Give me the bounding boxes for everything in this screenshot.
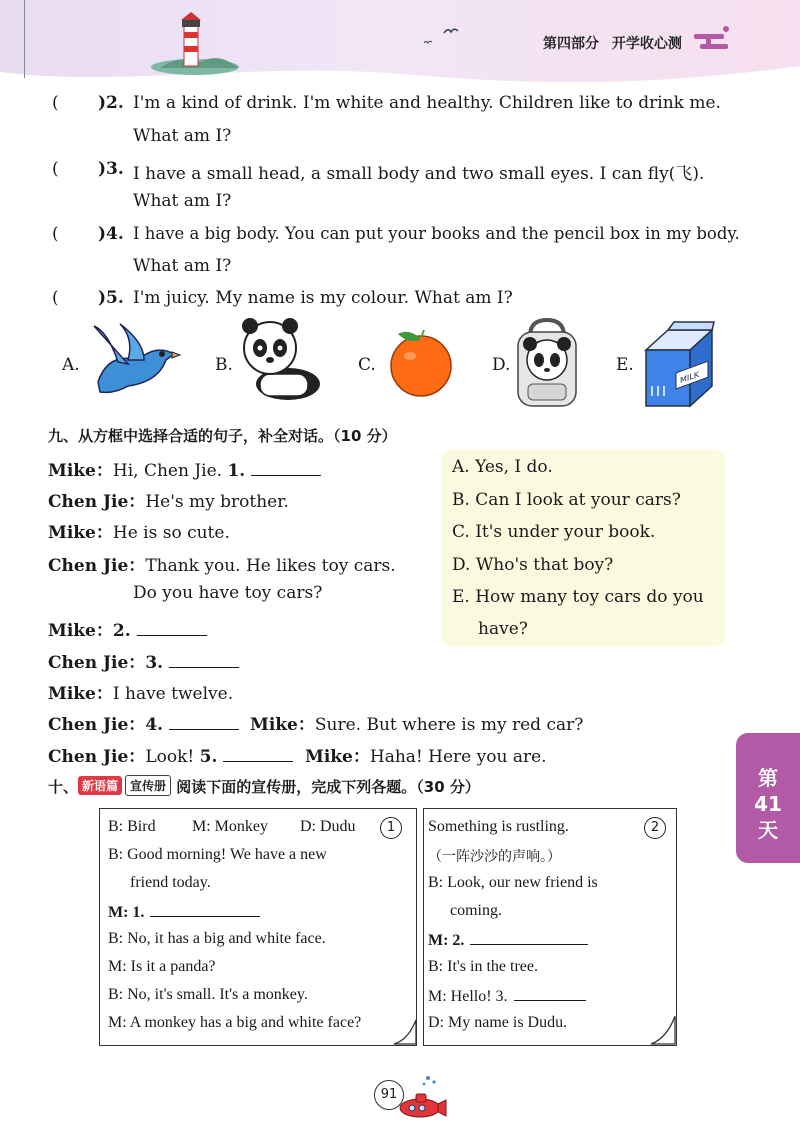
option-b: B. Can I look at your cars? (452, 490, 681, 510)
option-c: C. It's under your book. (452, 522, 656, 542)
blank-number: M: 1. (108, 904, 145, 921)
section-prefix: 十、 (48, 778, 79, 796)
picture-label-d: D. (492, 355, 511, 375)
blank-number: 4. (145, 715, 164, 735)
dialogue-line-1 (48, 456, 321, 481)
brochure-tag: 宣传册 (125, 775, 171, 796)
orange-icon (386, 326, 456, 398)
question-number: )4. (98, 224, 124, 244)
comic-panel-1 (99, 808, 417, 1046)
answer-blank[interactable] (137, 621, 207, 636)
dialogue-text: I have twelve. (112, 684, 234, 704)
picture-label-c: C. (358, 355, 376, 375)
speaker: Chen Jie： (48, 556, 146, 576)
question-text: I'm juicy. My name is my colour. What am I? (133, 288, 513, 308)
blank-number: 3. (145, 653, 164, 673)
speaker: Chen Jie： (48, 653, 146, 673)
banner-wave-decoration (0, 62, 800, 92)
answer-paren[interactable]: ( (52, 224, 59, 244)
page-curl-icon (394, 1020, 416, 1044)
dialogue-line-8 (48, 679, 233, 704)
speaker: Chen Jie： (48, 492, 146, 512)
answer-blank[interactable] (251, 461, 321, 476)
new-passage-tag: 新语篇 (78, 776, 122, 795)
question-text: I have a small head, a small body and two small eyes. I can fly(飞). (133, 164, 705, 184)
speaker: Chen Jie： (48, 747, 146, 767)
lighthouse-icon (150, 12, 240, 74)
question-number: )5. (98, 288, 124, 308)
dialogue-text: He's my brother. (145, 492, 289, 512)
dialogue-line-2 (48, 487, 289, 512)
dialogue-line-9 (48, 710, 239, 735)
section-9-title: 九、从方框中选择合适的句子，补全对话。（10 分） (48, 427, 397, 445)
panda-schoolbag-icon (514, 318, 580, 408)
side-tab-char: 天 (758, 818, 778, 842)
comic-line: M: Is it a panda? (108, 958, 216, 975)
speaker: Mike： (250, 715, 315, 735)
comic-panel-2 (423, 808, 677, 1046)
comic-line: B: Look, our new friend is (428, 874, 598, 891)
options-box (441, 450, 725, 646)
legend-bird: B: Bird (108, 818, 156, 835)
comic-text: M: Hello! 3. (428, 988, 508, 1005)
panel-number-badge: 1 (380, 817, 402, 839)
question-number: )3. (98, 159, 124, 179)
comic-line: friend today. (130, 874, 211, 891)
answer-paren[interactable]: ( (52, 93, 59, 113)
question-text: What am I? (133, 256, 232, 276)
bird-decoration-icon-small (424, 40, 432, 44)
picture-label-a: A. (62, 355, 80, 375)
comic-line-translation: （一阵沙沙的声响。） (428, 849, 561, 865)
question-text: What am I? (133, 126, 232, 146)
question-text: I'm a kind of drink. I'm white and healthy. Children like to drink me. (133, 93, 721, 113)
speaker: Mike： (48, 523, 113, 543)
page-left-rule (24, 0, 25, 78)
dialogue-text: He is so cute. (112, 523, 230, 543)
bird-decoration-icon (444, 27, 458, 35)
comic-line: B: No, it has a big and white face. (108, 930, 326, 947)
side-tab-char: 第 (758, 766, 778, 790)
blank-number: 5. (199, 747, 218, 767)
panel-number-badge: 2 (644, 817, 666, 839)
submarine-icon (398, 1074, 448, 1118)
answer-blank[interactable] (169, 715, 239, 730)
blank-number: 2. (112, 621, 131, 641)
speaker: Mike： (305, 747, 370, 767)
question-number: )2. (98, 93, 124, 113)
page-number: 91 (374, 1080, 404, 1110)
comic-line: B: No, it's small. It's a monkey. (108, 986, 308, 1003)
comic-line: coming. (450, 902, 502, 919)
milk-label: MILK (680, 368, 699, 386)
option-a: A. Yes, I do. (452, 457, 553, 477)
dialogue-text: Do you have toy cars? (133, 583, 323, 603)
speaker: Mike： (48, 684, 113, 704)
answer-blank[interactable] (169, 653, 239, 668)
header-ornament-icon (690, 24, 734, 54)
side-tab-number: 41 (754, 792, 782, 816)
blank-number: 1. (227, 461, 246, 481)
comic-line: B: Good morning! We have a new (108, 846, 327, 863)
dialogue-text: Thank you. He likes toy cars. (145, 556, 396, 576)
picture-label-b: B. (215, 355, 233, 375)
dialogue-line-4 (48, 551, 396, 576)
dialogue-line-3 (48, 518, 230, 543)
comic-line: D: My name is Dudu. (428, 1014, 568, 1031)
picture-label-e: E. (616, 355, 634, 375)
option-e-continued: have? (478, 619, 528, 639)
section-title-text: 阅读下面的宣传册，完成下列各题。（30 分） (176, 778, 480, 796)
section-10-title (48, 775, 480, 797)
comic-line-blank-1 (108, 902, 260, 922)
page-curl-icon (651, 1016, 675, 1044)
dialogue-line-7 (48, 648, 239, 673)
header-section (543, 33, 690, 53)
answer-paren[interactable]: ( (52, 159, 59, 179)
question-text: What am I? (133, 191, 232, 211)
header-part: 第四部分 (543, 36, 599, 52)
dialogue-text: Look! (145, 747, 200, 767)
dialogue-text: Sure. But where is my red car? (314, 715, 584, 735)
comic-line: Something is rustling. (428, 818, 569, 835)
day-side-tab (736, 733, 800, 863)
milk-carton-icon (640, 320, 718, 408)
option-d: D. Who's that boy? (452, 555, 614, 575)
dialogue-text: Hi, Chen Jie. (112, 461, 228, 481)
dialogue-line-9b (250, 710, 583, 735)
speaker: Mike： (48, 461, 113, 481)
question-text: I have a big body. You can put your books and the pencil box in my body. (133, 224, 740, 243)
header-test: 开学收心测 (611, 36, 682, 52)
legend-monkey: M: Monkey (192, 818, 268, 835)
answer-blank[interactable] (223, 747, 293, 762)
comic-line-blank-3 (428, 986, 586, 1006)
dialogue-line-6 (48, 616, 207, 641)
comic-line: M: A monkey has a big and white face? (108, 1014, 362, 1031)
speaker: Mike： (48, 621, 113, 641)
comic-line: B: It's in the tree. (428, 958, 538, 975)
answer-blank[interactable] (470, 930, 588, 945)
answer-blank[interactable] (514, 986, 586, 1001)
blank-number: M: 2. (428, 932, 465, 949)
dialogue-line-5 (133, 583, 322, 603)
legend-dudu: D: Dudu (300, 818, 356, 835)
comic-line-blank-2 (428, 930, 588, 950)
panda-toy-icon (238, 318, 324, 404)
dialogue-text: Haha! Here you are. (369, 747, 547, 767)
dialogue-line-10b (305, 742, 547, 767)
speaker: Chen Jie： (48, 715, 146, 735)
answer-blank[interactable] (150, 902, 260, 917)
answer-paren[interactable]: ( (52, 288, 59, 308)
bird-icon (88, 322, 180, 400)
option-e: E. How many toy cars do you (452, 587, 704, 607)
dialogue-line-10 (48, 742, 293, 767)
